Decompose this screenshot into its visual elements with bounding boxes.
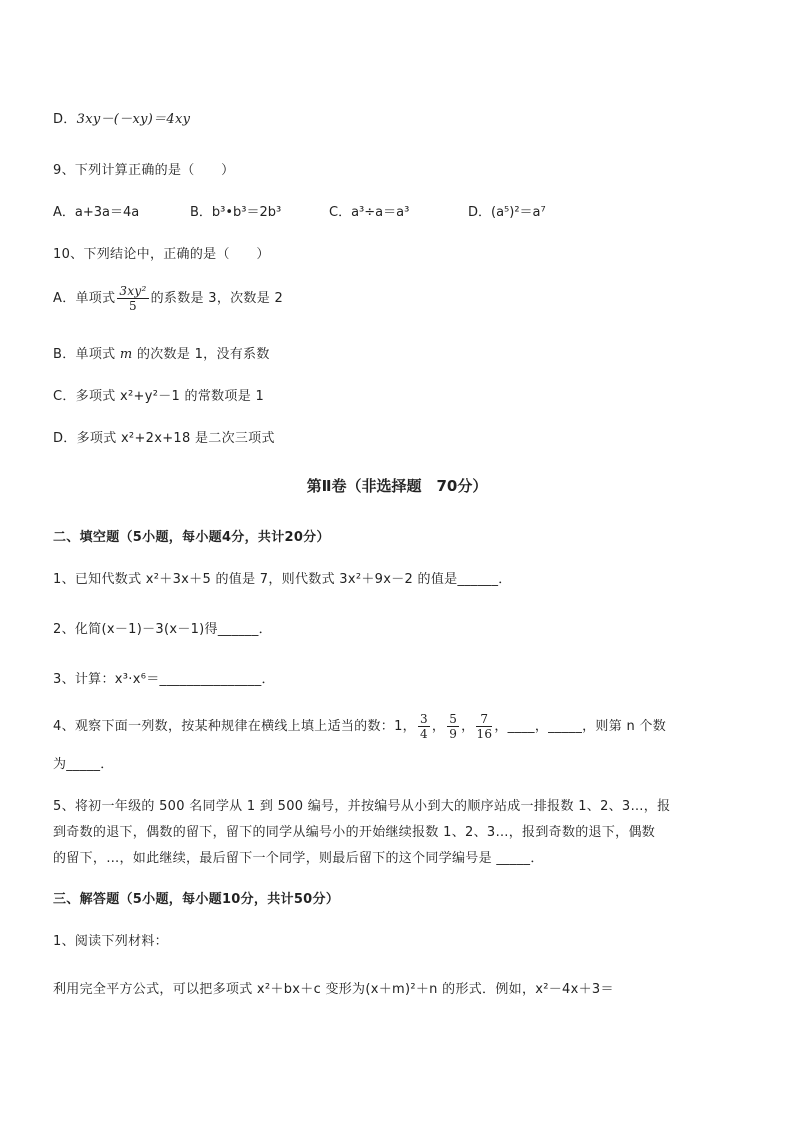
q10-option-a xyxy=(53,284,283,313)
math-expression: 3xy－(－xy)＝4xy xyxy=(76,112,191,127)
fraction-numerator: 3 xyxy=(419,712,428,726)
question-text: 4、观察下面一列数，按某种规律在横线上填上适当的数：1， xyxy=(53,719,416,734)
fill-q2: 2、化简(x－1)－3(x－1)得______． xyxy=(53,622,272,637)
q10-option-c: C．多项式 x²+y²－1 的常数项是 1 xyxy=(53,389,265,404)
fraction xyxy=(117,284,148,313)
fill-q4-line2: 为_____． xyxy=(53,757,114,772)
q9-option-a: A．a+3a＝4a xyxy=(53,205,140,220)
answer-q1-stem: 1、阅读下列材料： xyxy=(53,934,168,949)
q10-option-d: D．多项式 x²+2x+18 是二次三项式 xyxy=(53,431,275,446)
fill-q3: 3、计算：x³·x⁶＝_______________． xyxy=(53,672,275,687)
q8-option-d xyxy=(53,108,190,127)
part2-title: 第Ⅱ卷（非选择题 70分） xyxy=(306,477,488,495)
fraction-denominator: 9 xyxy=(449,727,458,741)
fraction-numerator: 3xy² xyxy=(119,284,147,298)
fraction-2 xyxy=(447,712,459,741)
option-label: D． xyxy=(53,112,77,127)
fraction-numerator: 5 xyxy=(449,712,458,726)
fraction-numerator: 7 xyxy=(476,712,492,727)
fraction-denominator: 5 xyxy=(129,299,137,313)
option-text: 的次数是 1，没有系数 xyxy=(136,347,270,362)
fill-q5-line2: 到奇数的退下，偶数的留下，留下的同学从编号小的开始继续报数 1、2、3…，报到奇数的退下，偶数 xyxy=(53,825,656,840)
fill-q5-line1: 5、将初一年级的 500 名同学从 1 到 500 编号，并按编号从小到大的顺序站成一排报数 1、2、3…，报 xyxy=(53,799,671,814)
fraction-1 xyxy=(418,712,430,741)
q10-option-b xyxy=(53,343,270,362)
q9-option-d: D．(a⁵)²＝a⁷ xyxy=(468,205,546,220)
part3-section-heading: 三、解答题（5小题，每小题10分，共计50分） xyxy=(53,892,340,907)
option-text: 的系数是 3，次数是 2 xyxy=(150,291,284,306)
fraction-3 xyxy=(476,712,492,741)
question-text: ，____，_____，则第 n 个数 xyxy=(494,719,667,734)
variable: m xyxy=(119,347,133,362)
q9-option-c: C．a³÷a＝a³ xyxy=(329,205,410,220)
fill-q5-line3: 的留下，…，如此继续，最后留下一个同学，则最后留下的这个同学编号是 _____． xyxy=(53,851,544,866)
fraction-denominator: 16 xyxy=(476,727,493,741)
q10-stem: 10、下列结论中，正确的是（ ） xyxy=(53,247,270,262)
option-text: A．单项式 xyxy=(53,291,116,306)
q9-option-b: B．b³•b³＝2b³ xyxy=(190,205,282,220)
part2-section-heading: 二、填空题（5小题，每小题4分，共计20分） xyxy=(53,530,330,545)
q9-stem: 9、下列计算正确的是（ ） xyxy=(53,163,235,178)
fill-q4-line1: 4、观察下面一列数，按某种规律在横线上填上适当的数：1， $\frac{3}{4}$ ， $\frac{5}{9}$ ， $\frac{7}{16}$ ，____，_____，则第 n 个数 xyxy=(53,712,667,741)
fill-q1: 1、已知代数式 x²＋3x＋5 的值是 7，则代数式 3x²＋9x－2 的值是______． xyxy=(53,572,512,587)
fraction-denominator: 4 xyxy=(419,727,428,741)
option-text: B．单项式 xyxy=(53,347,116,362)
answer-q1-text: 利用完全平方公式，可以把多项式 x²＋bx＋c 变形为(x＋m)²＋n 的形式．例如，x²－4x＋3＝ xyxy=(53,982,614,997)
